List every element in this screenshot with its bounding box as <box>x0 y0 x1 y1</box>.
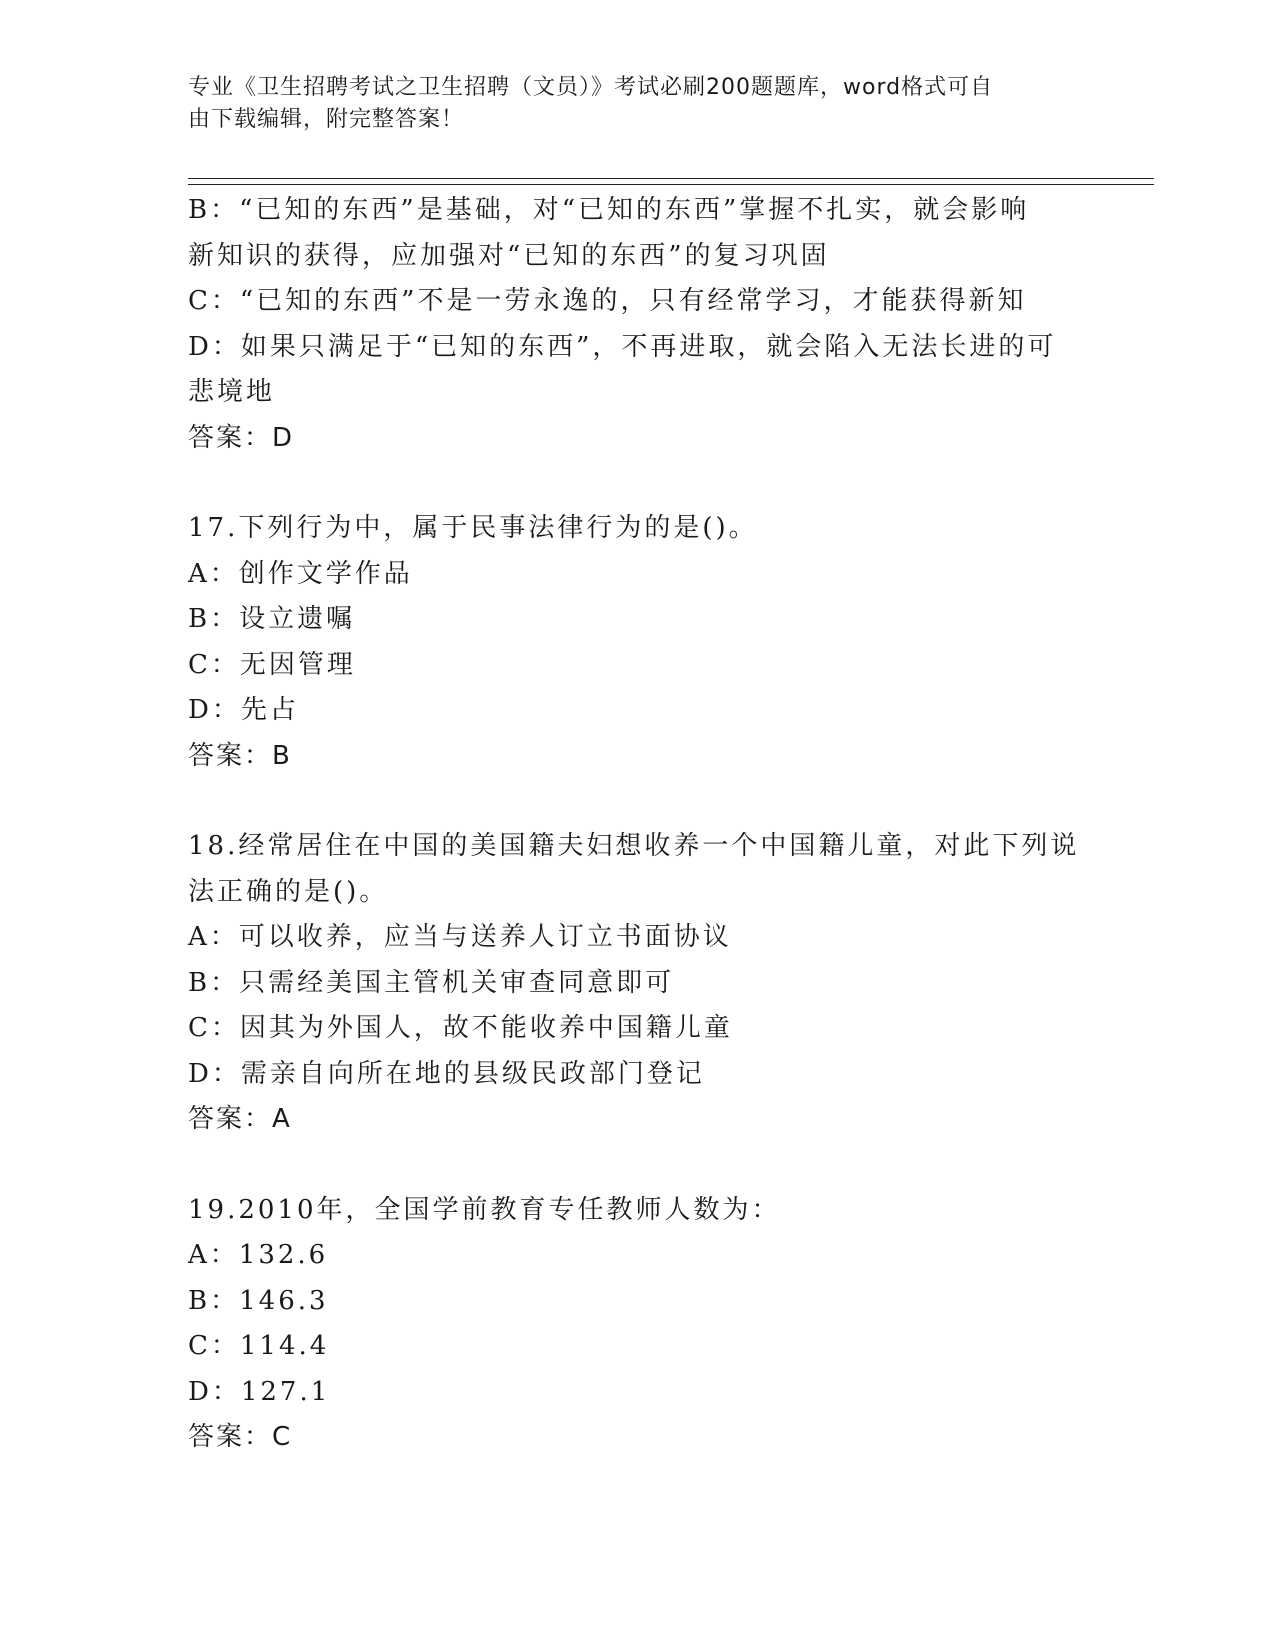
answer-line: 答案：A <box>188 1104 292 1134</box>
question-17 <box>188 506 1088 779</box>
option-d: D：127.1 <box>188 1376 331 1407</box>
spacer <box>188 779 1088 824</box>
option-c: C：无因管理 <box>188 649 356 680</box>
question-stem: 18.经常居住在中国的美国籍夫妇想收养一个中国籍儿童，对此下列说 <box>188 831 1080 861</box>
option-text: C：“已知的东西”不是一劳永逸的，只有经常学习，才能获得新知 <box>188 286 1027 316</box>
question-16-continuation <box>188 188 1088 461</box>
option-d: D：需亲自向所在地的县级民政部门登记 <box>188 1058 705 1089</box>
option-c: C：因其为外国人，故不能收养中国籍儿童 <box>188 1013 733 1043</box>
question-stem: 法正确的是()。 <box>188 876 389 907</box>
option-a: A：创作文学作品 <box>188 558 413 589</box>
option-text: B：“已知的东西”是基础，对“已知的东西”掌握不扎实，就会影响 <box>188 195 1030 225</box>
option-b: B：146.3 <box>188 1285 329 1316</box>
option-text: D：如果只满足于“已知的东西”，不再进取，就会陷入无法长进的可 <box>188 331 1057 362</box>
answer-line: 答案：B <box>188 740 292 771</box>
question-stem: 17.下列行为中，属于民事法律行为的是()。 <box>188 513 758 543</box>
header-line-2: 由下载编辑，附完整答案！ <box>188 107 465 132</box>
header-divider-bottom <box>188 184 1154 185</box>
question-stem: 19.2010年，全国学前教育专任教师人数为： <box>188 1194 781 1225</box>
option-text: 新知识的获得，应加强对“已知的东西”的复习巩固 <box>188 240 830 271</box>
document-header <box>188 72 1068 136</box>
spacer <box>188 1143 1088 1188</box>
option-b: B：只需经美国主管机关审查同意即可 <box>188 967 675 998</box>
option-b: B：设立遗嘱 <box>188 604 356 634</box>
answer-line: 答案：D <box>188 422 295 453</box>
header-divider-top <box>188 178 1154 179</box>
header-line-1: 专业《卫生招聘考试之卫生招聘（文员）》考试必刷200题题库，word格式可自 <box>188 75 994 100</box>
question-content <box>188 188 1088 1461</box>
option-d: D：先占 <box>188 695 299 725</box>
option-text: 悲境地 <box>188 377 276 407</box>
option-a: A：可以收养，应当与送养人订立书面协议 <box>188 922 732 952</box>
spacer <box>188 461 1088 506</box>
question-19 <box>188 1188 1088 1461</box>
answer-line: 答案：C <box>188 1422 293 1452</box>
option-c: C：114.4 <box>188 1331 330 1361</box>
option-a: A：132.6 <box>188 1240 329 1270</box>
question-18 <box>188 824 1088 1143</box>
